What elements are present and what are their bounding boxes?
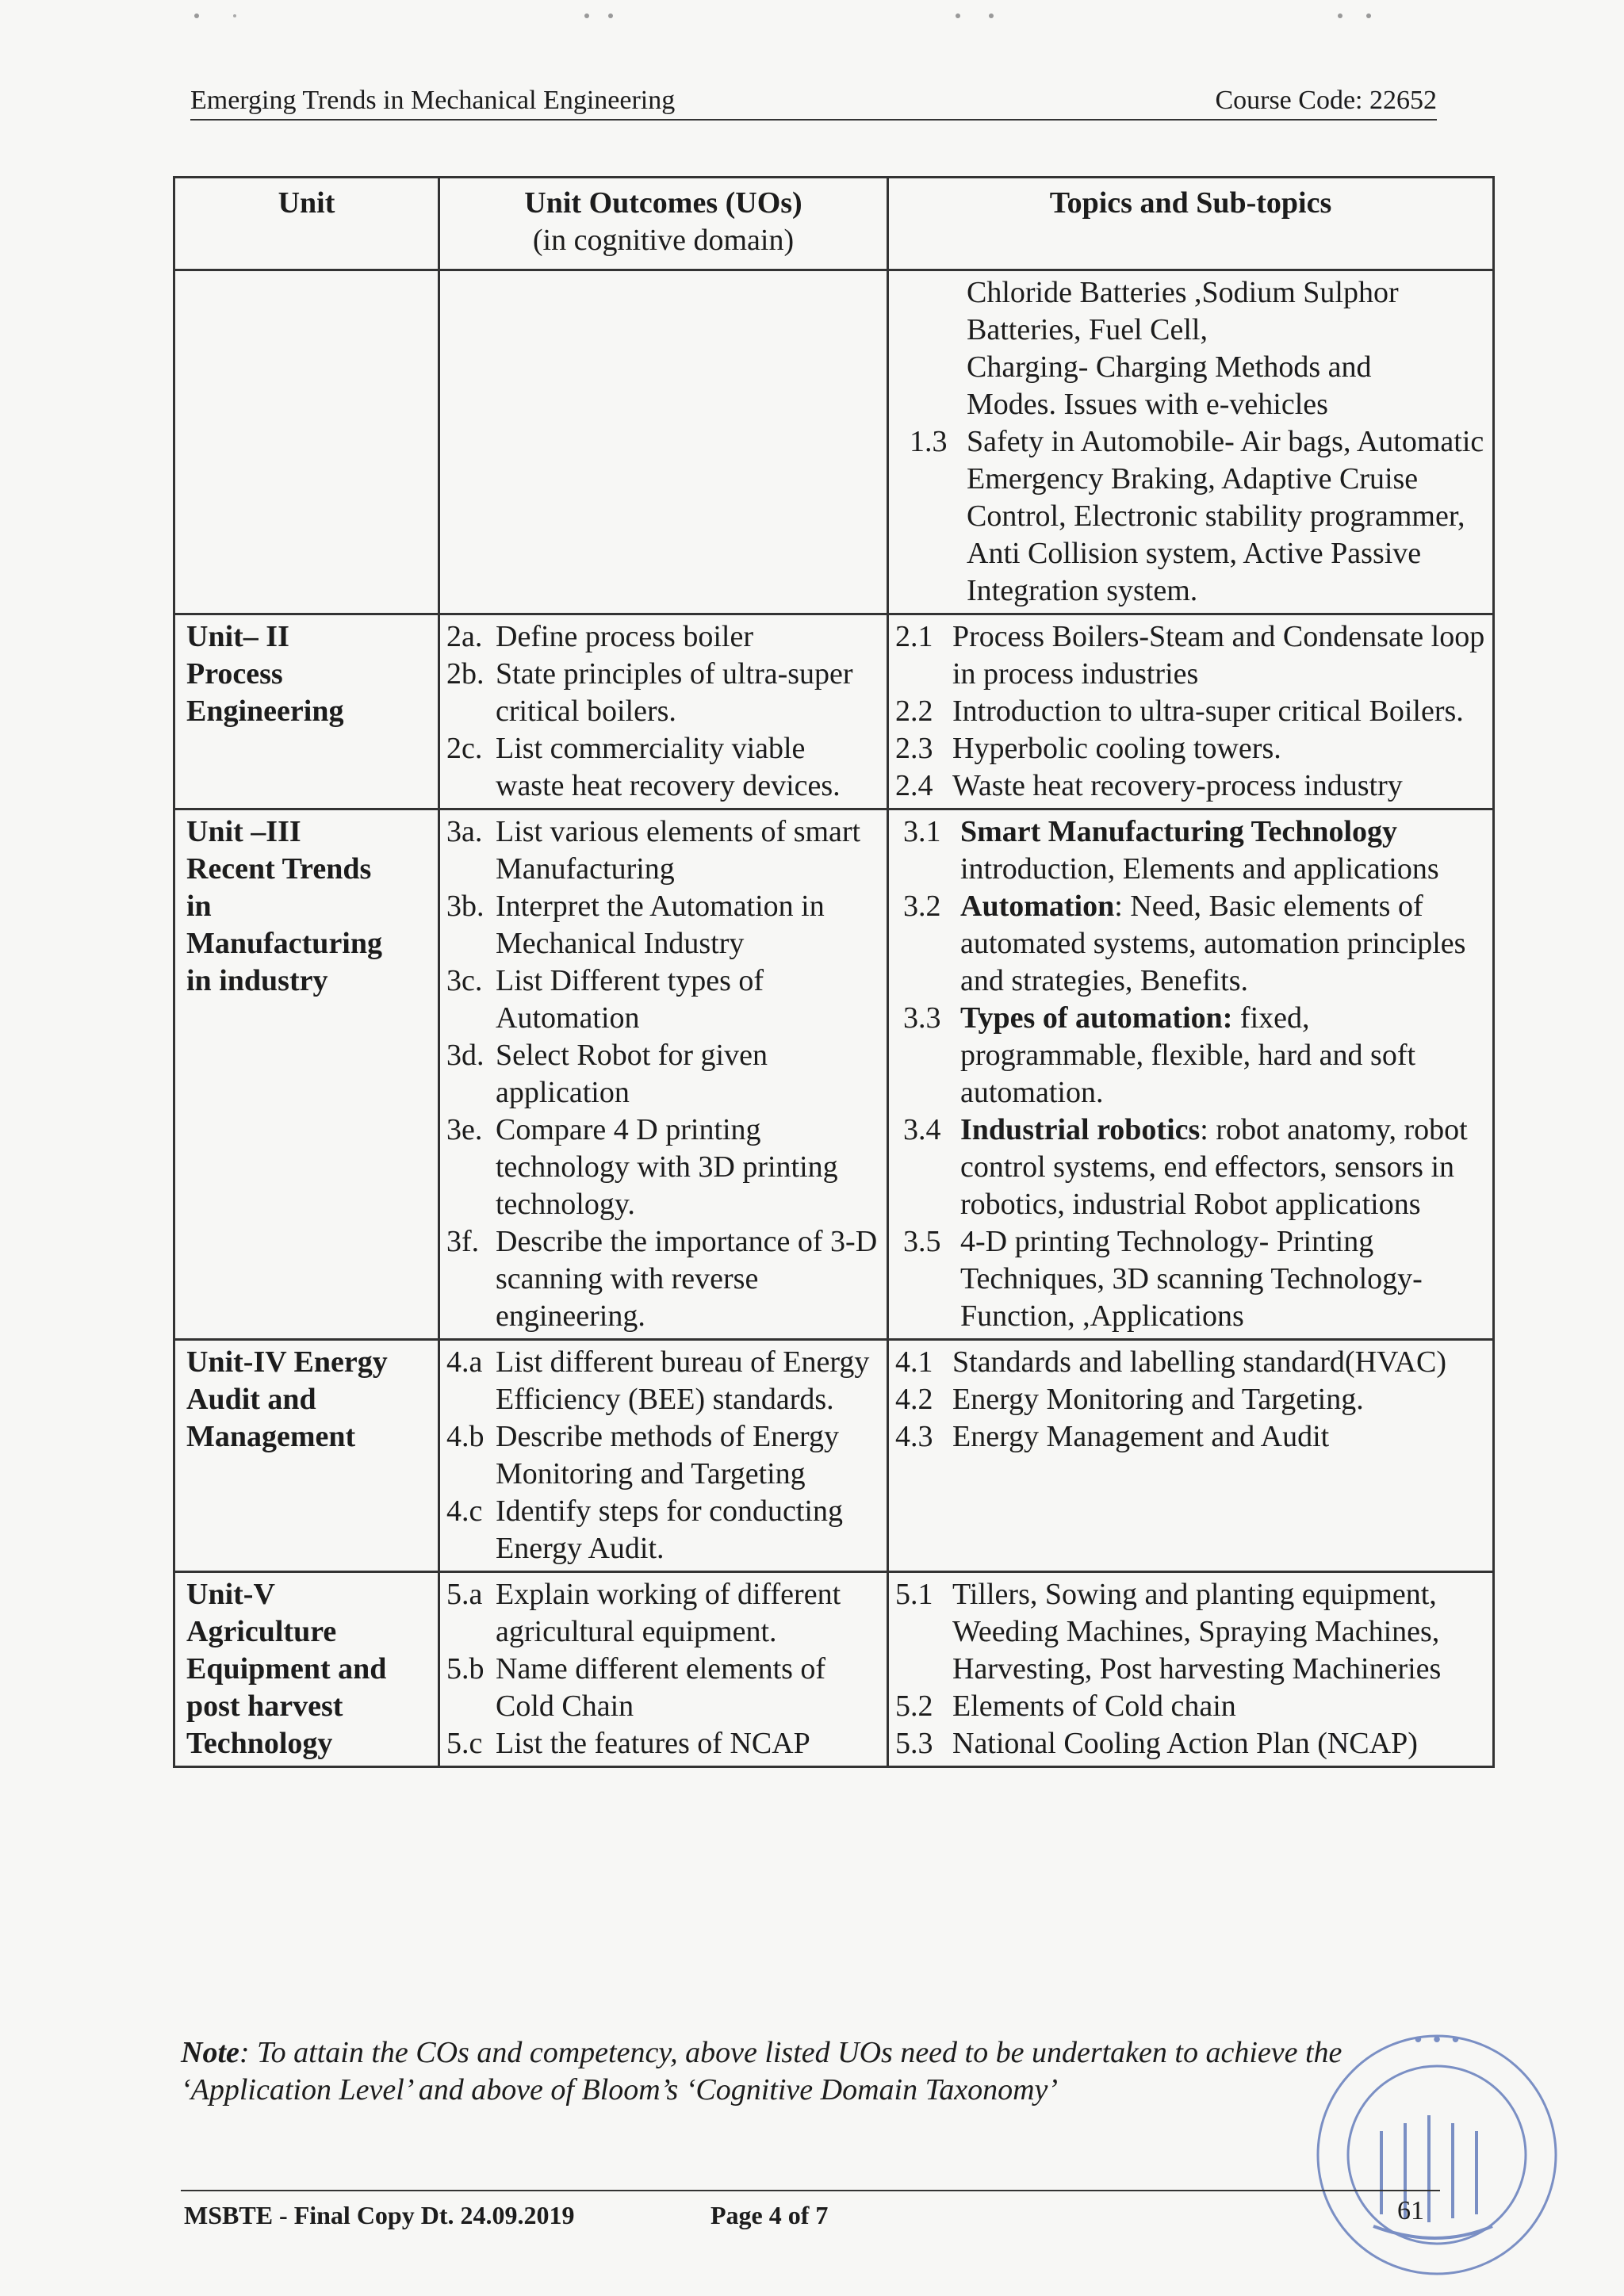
topic-number: 3.3 [903, 1001, 941, 1035]
topic-rest: 4-D printing Technology- Printing Techniques, 3D scanning Technology- Function, ,Applications [960, 1225, 1423, 1333]
uo-cell [439, 809, 888, 1340]
uo-cell [439, 614, 888, 809]
topic-text [960, 1112, 1486, 1223]
topic-number: 3.4 [903, 1113, 941, 1146]
topic-number: 2.1 [895, 620, 933, 653]
uo-text: Name different elements of Cold Chain [496, 1652, 826, 1723]
uo-text: List various elements of smart Manufacturing [496, 815, 861, 886]
uo-item [446, 1112, 880, 1223]
uo-text: Interpret the Automation in Mechanical Industry [496, 890, 825, 960]
uo-text: List commerciality viable waste heat recovery devices. [496, 732, 841, 802]
topics-cell [888, 1340, 1494, 1572]
footer-page-number: Page 4 of 7 [710, 2201, 829, 2229]
table-row-continued [174, 270, 1494, 614]
table-row-unit5 [174, 1572, 1494, 1767]
topic-number: 2.3 [895, 732, 933, 765]
topic-item [895, 1344, 1486, 1381]
uo-number: 2a. [446, 620, 483, 653]
book-glyph [1373, 2115, 1492, 2238]
uo-text: List Different types of Automation [496, 964, 764, 1035]
col-topics-header: Topics and Sub-topics [888, 178, 1494, 270]
uo-text: Identify steps for conducting Energy Audit. [496, 1494, 843, 1565]
uo-item [446, 1037, 880, 1112]
uo-item [446, 1418, 880, 1493]
topic-item [903, 1112, 1486, 1223]
uo-text: Select Robot for given application [496, 1039, 768, 1109]
uo-number: 3c. [446, 964, 483, 997]
topic-item [903, 888, 1486, 1000]
topic-item [895, 1688, 1486, 1725]
topics-cell [888, 1572, 1494, 1767]
uo-item [446, 1576, 880, 1651]
topic-text: Process Boilers-Steam and Condensate loop in process industries [952, 620, 1485, 691]
topic-number: 4.2 [895, 1383, 933, 1416]
table-row-unit3 [174, 809, 1494, 1340]
topics-cell-continued [888, 270, 1494, 614]
topic-item [903, 813, 1486, 888]
topic-item [895, 1576, 1486, 1688]
topic-item [895, 767, 1486, 805]
taxonomy-note [181, 2034, 1450, 2109]
topic-item [895, 730, 1486, 767]
scan-dots [0, 8, 1624, 24]
uo-number: 3a. [446, 815, 483, 848]
cont-line: Modes. Issues with e-vehicles [967, 388, 1328, 421]
topic-text [960, 888, 1486, 1000]
topic-rest: fixed, programmable, flexible, hard and soft automation. [960, 1001, 1416, 1109]
table-row-unit4 [174, 1340, 1494, 1572]
topic-item [895, 423, 1486, 610]
topic-item [895, 618, 1486, 693]
cont-line: Chloride Batteries ,Sodium Sulphor [967, 276, 1399, 309]
topic-item [895, 1381, 1486, 1418]
uo-item [446, 1651, 880, 1725]
topic-rest: introduction, Elements and applications [960, 852, 1439, 886]
uo-text: Define process boiler [496, 620, 753, 653]
topic-item [903, 1000, 1486, 1112]
topic-text [960, 813, 1486, 888]
uo-number: 3b. [446, 890, 485, 923]
topic-text: Energy Management and Audit [952, 1420, 1330, 1453]
uo-number: 4.c [446, 1494, 483, 1528]
uo-item [446, 1725, 880, 1762]
uo-text: State principles of ultra-super critical boilers. [496, 657, 853, 728]
uo-number: 2b. [446, 657, 485, 691]
uo-text: Describe methods of Energy Monitoring and Targeting [496, 1420, 840, 1490]
page-header [190, 79, 1437, 121]
course-code: Course Code: 22652 [1215, 86, 1437, 115]
topic-number: 1.3 [910, 425, 948, 458]
note-text: : To attain the COs and competency, above listed UOs need to be undertaken to achieve the ‘Application Level’ and above of Bloom’s ‘Cognitive Domain Taxonomy’ [181, 2036, 1342, 2107]
topic-number: 5.2 [895, 1689, 933, 1723]
uo-number: 4.a [446, 1345, 483, 1379]
topic-text: National Cooling Action Plan (NCAP) [952, 1727, 1418, 1760]
topics-cell [888, 614, 1494, 809]
topic-text: Standards and labelling standard(HVAC) [952, 1345, 1447, 1379]
uo-text: Compare 4 D printing technology with 3D printing technology. [496, 1113, 838, 1221]
uo-text: Describe the importance of 3-D scanning with reverse engineering. [496, 1225, 878, 1333]
topic-number: 4.1 [895, 1345, 933, 1379]
unit-name: Unit– II Process Engineering [174, 614, 439, 809]
table-header-row [174, 178, 1494, 270]
uo-number: 5.b [446, 1652, 485, 1686]
topic-bold: Automation [960, 890, 1115, 923]
topic-number: 4.3 [895, 1420, 933, 1453]
topic-item [903, 1223, 1486, 1335]
topics-cell [888, 809, 1494, 1340]
uo-item [446, 1344, 880, 1418]
topic-number: 3.2 [903, 890, 941, 923]
topic-text: Waste heat recovery-process industry [952, 769, 1403, 802]
topic-rest: : robot anatomy, robot control systems, end effectors, sensors in robotics, industrial Robot applications [960, 1113, 1468, 1221]
col-unit-header: Unit [174, 178, 439, 270]
cont-line: Charging- Charging Methods and [967, 350, 1372, 384]
topic-bold: Smart Manufacturing Technology [960, 815, 1398, 848]
uo-item [446, 888, 880, 962]
uo-item [446, 1493, 880, 1567]
uo-item [446, 730, 880, 805]
topic-rest: : Need, Basic elements of automated systems, automation principles and strategies, Benefits. [960, 890, 1466, 997]
uo-number: 3d. [446, 1039, 485, 1072]
topic-number: 2.2 [895, 695, 933, 728]
note-label: Note [181, 2036, 239, 2069]
col-uo-title: Unit Outcomes (UOs) [524, 186, 802, 220]
topic-number: 5.3 [895, 1727, 933, 1760]
uo-item [446, 656, 880, 730]
uo-item [446, 1223, 880, 1335]
unit-name: Unit-IV Energy Audit and Management [174, 1340, 439, 1572]
footer-sheet-number: 61 [1397, 2196, 1424, 2225]
uo-text: Explain working of different agricultural equipment. [496, 1578, 841, 1648]
unit-cell-empty [174, 270, 439, 614]
topic-number: 3.5 [903, 1225, 941, 1258]
svg-text:• • •: • • • [1411, 2029, 1462, 2053]
topic-text [960, 1223, 1486, 1335]
uo-number: 3f. [446, 1225, 480, 1258]
uo-item [446, 813, 880, 888]
footer-rule [181, 2190, 1440, 2191]
uo-number: 2c. [446, 732, 483, 765]
topic-item [895, 1418, 1486, 1456]
syllabus-table [173, 176, 1495, 1768]
topic-item [895, 693, 1486, 730]
uo-item [446, 962, 880, 1037]
header-title: Emerging Trends in Mechanical Engineering [190, 86, 676, 115]
topic-text: Introduction to ultra-super critical Boilers. [952, 695, 1464, 728]
unit-name: Unit –III Recent Trends in Manufacturing in industry [174, 809, 439, 1340]
topic-text: Energy Monitoring and Targeting. [952, 1383, 1364, 1416]
topic-bold: Types of automation: [960, 1001, 1233, 1035]
institution-seal-icon [1286, 2012, 1572, 2290]
topic-number: 5.1 [895, 1578, 933, 1611]
topic-number: 3.1 [903, 815, 941, 848]
col-uo-subtitle: (in cognitive domain) [532, 224, 795, 257]
uo-number: 5.a [446, 1578, 483, 1611]
topic-number: 2.4 [895, 769, 933, 802]
topic-text: Safety in Automobile- Air bags, Automatic Emergency Braking, Adaptive Cruise Control, Electronic stability programmer, Anti Collision system, Active Passive Integration system. [967, 425, 1484, 607]
uo-cell [439, 1572, 888, 1767]
uo-item [446, 618, 880, 656]
topic-text: Elements of Cold chain [952, 1689, 1236, 1723]
unit-name: Unit-V Agriculture Equipment and post harvest Technology [174, 1572, 439, 1767]
cont-line: Batteries, Fuel Cell, [967, 313, 1208, 346]
topic-text [960, 1000, 1486, 1112]
uo-cell-empty [439, 270, 888, 614]
table-row-unit2 [174, 614, 1494, 809]
uo-number: 4.b [446, 1420, 485, 1453]
topic-text: Tillers, Sowing and planting equipment, Weeding Machines, Spraying Machines, Harvesting, Post harvesting Machineries [952, 1578, 1442, 1686]
footer-copy-date: MSBTE - Final Copy Dt. 24.09.2019 [184, 2201, 575, 2229]
uo-cell [439, 1340, 888, 1572]
topic-item [895, 1725, 1486, 1762]
topic-text: Hyperbolic cooling towers. [952, 732, 1281, 765]
col-uo-header [439, 178, 888, 270]
uo-text: List the features of NCAP [496, 1727, 810, 1760]
uo-text: List different bureau of Energy Efficiency (BEE) standards. [496, 1345, 870, 1416]
topic-bold: Industrial robotics [960, 1113, 1201, 1146]
uo-number: 5.c [446, 1727, 483, 1760]
uo-number: 3e. [446, 1113, 483, 1146]
